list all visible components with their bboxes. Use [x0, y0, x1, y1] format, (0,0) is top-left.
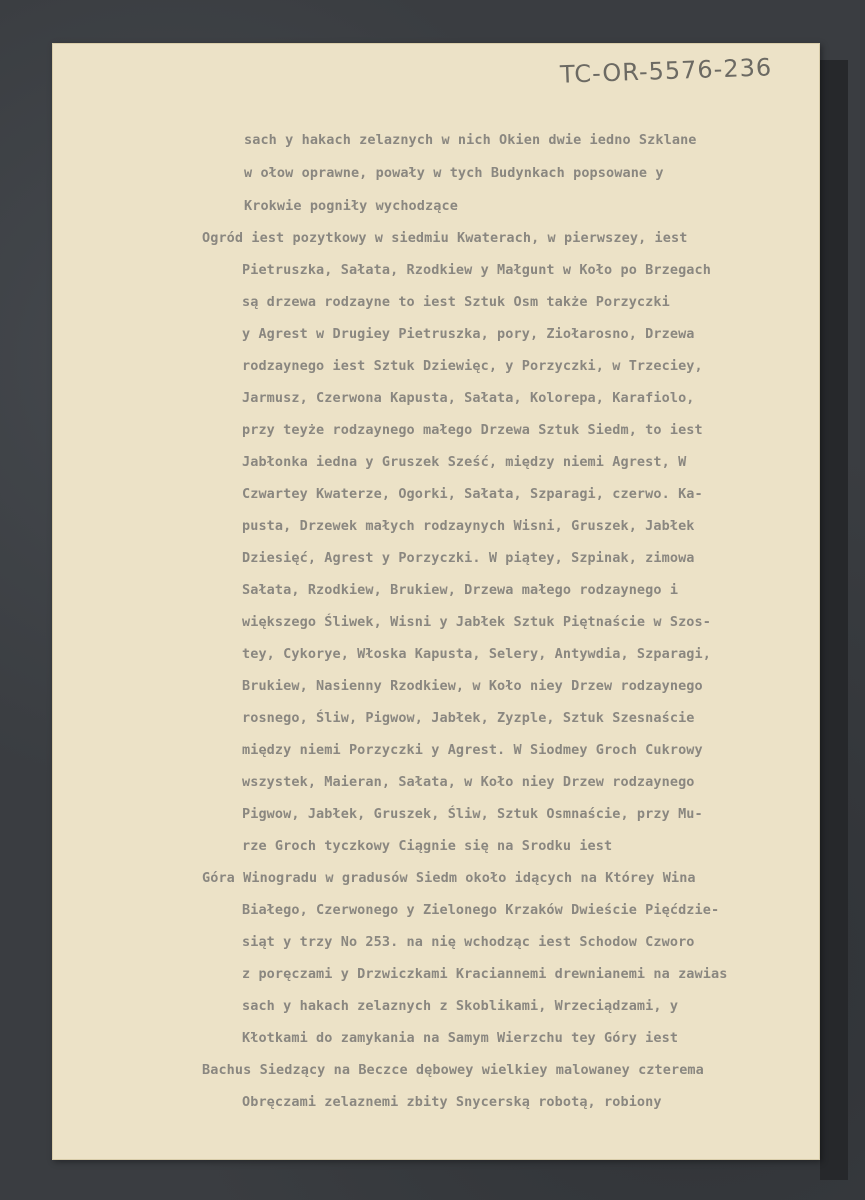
text-line: między niemi Porzyczki y Agrest. W Siodmey Groch Cukrowy	[242, 742, 703, 758]
text-line: pusta, Drzewek małych rodzaynych Wisni, Gruszek, Jabłek	[242, 518, 695, 534]
text-line: Pigwow, Jabłek, Gruszek, Śliw, Sztuk Osmnaście, przy Mu-	[242, 806, 703, 822]
binder-edge	[820, 60, 848, 1180]
text-line: w ołow oprawne, powały w tych Budynkach popsowane y	[244, 165, 664, 181]
text-line: tey, Cykorye, Włoska Kapusta, Selery, Antywdia, Szparagi,	[242, 646, 711, 662]
text-line: sach y hakach zelaznych z Skoblikami, Wrzeciądzami, y	[242, 998, 679, 1014]
text-line: rze Groch tyczkowy Ciągnie się na Srodku iest	[242, 838, 613, 854]
text-line: z poręczami y Drzwiczkami Kraciannemi drewnianemi na zawias	[242, 966, 728, 982]
text-line: rodzaynego iest Sztuk Dziewięc, y Porzyczki, w Trzeciey,	[242, 358, 703, 374]
text-line: są drzewa rodzayne to iest Sztuk Osm także Porzyczki	[242, 294, 670, 310]
text-line: sach y hakach zelaznych w nich Okien dwie iedno Szklane	[244, 132, 697, 148]
text-line: Czwartey Kwaterze, Ogorki, Sałata, Szparagi, czerwo. Ka-	[242, 486, 703, 502]
text-line: Kłotkami do zamykania na Samym Wierzchu tey Góry iest	[242, 1030, 679, 1046]
text-line: Ogród iest pozytkowy w siedmiu Kwaterach, w pierwszey, iest	[202, 230, 688, 246]
text-line: Sałata, Rzodkiew, Brukiew, Drzewa małego rodzaynego i	[242, 582, 679, 598]
text-line: Góra Winogradu w gradusów Siedm około idących na Którey Wina	[202, 870, 696, 886]
text-line: Dziesięć, Agrest y Porzyczki. W piątey, Szpinak, zimowa	[242, 550, 695, 566]
text-line: Białego, Czerwonego y Zielonego Krzaków Dwieście Pięćdzie-	[242, 902, 720, 918]
text-line: Obręczami zelaznemi zbity Snycerską robotą, robiony	[242, 1094, 662, 1110]
text-line: y Agrest w Drugiey Pietruszka, pory, Ziołarosno, Drzewa	[242, 326, 695, 342]
text-line: siąt y trzy No 253. na nię wchodząc iest Schodow Czworo	[242, 934, 695, 950]
archive-reference: TC-OR-5576-236	[559, 53, 773, 89]
text-line: Jabłonka iedna y Gruszek Sześć, między niemi Agrest, W	[242, 454, 687, 470]
text-line: wszystek, Maieran, Sałata, w Koło niey Drzew rodzaynego	[242, 774, 695, 790]
text-line: przy teyże rodzaynego małego Drzewa Sztuk Siedm, to iest	[242, 422, 703, 438]
typewritten-page	[52, 43, 820, 1160]
text-line: Jarmusz, Czerwona Kapusta, Sałata, Kolorepa, Karafiolo,	[242, 390, 695, 406]
text-line: Krokwie pogniły wychodzące	[244, 198, 458, 214]
text-line: większego Śliwek, Wisni y Jabłek Sztuk Piętnaście w Szos-	[242, 614, 711, 630]
text-line: Brukiew, Nasienny Rzodkiew, w Koło niey Drzew rodzaynego	[242, 678, 703, 694]
text-line: rosnego, Śliw, Pigwow, Jabłek, Zyzple, Sztuk Szesnaście	[242, 710, 695, 726]
text-line: Bachus Siedzący na Beczce dębowey wielkiey malowaney czterema	[202, 1062, 704, 1078]
text-line: Pietruszka, Sałata, Rzodkiew y Małgunt w Koło po Brzegach	[242, 262, 711, 278]
